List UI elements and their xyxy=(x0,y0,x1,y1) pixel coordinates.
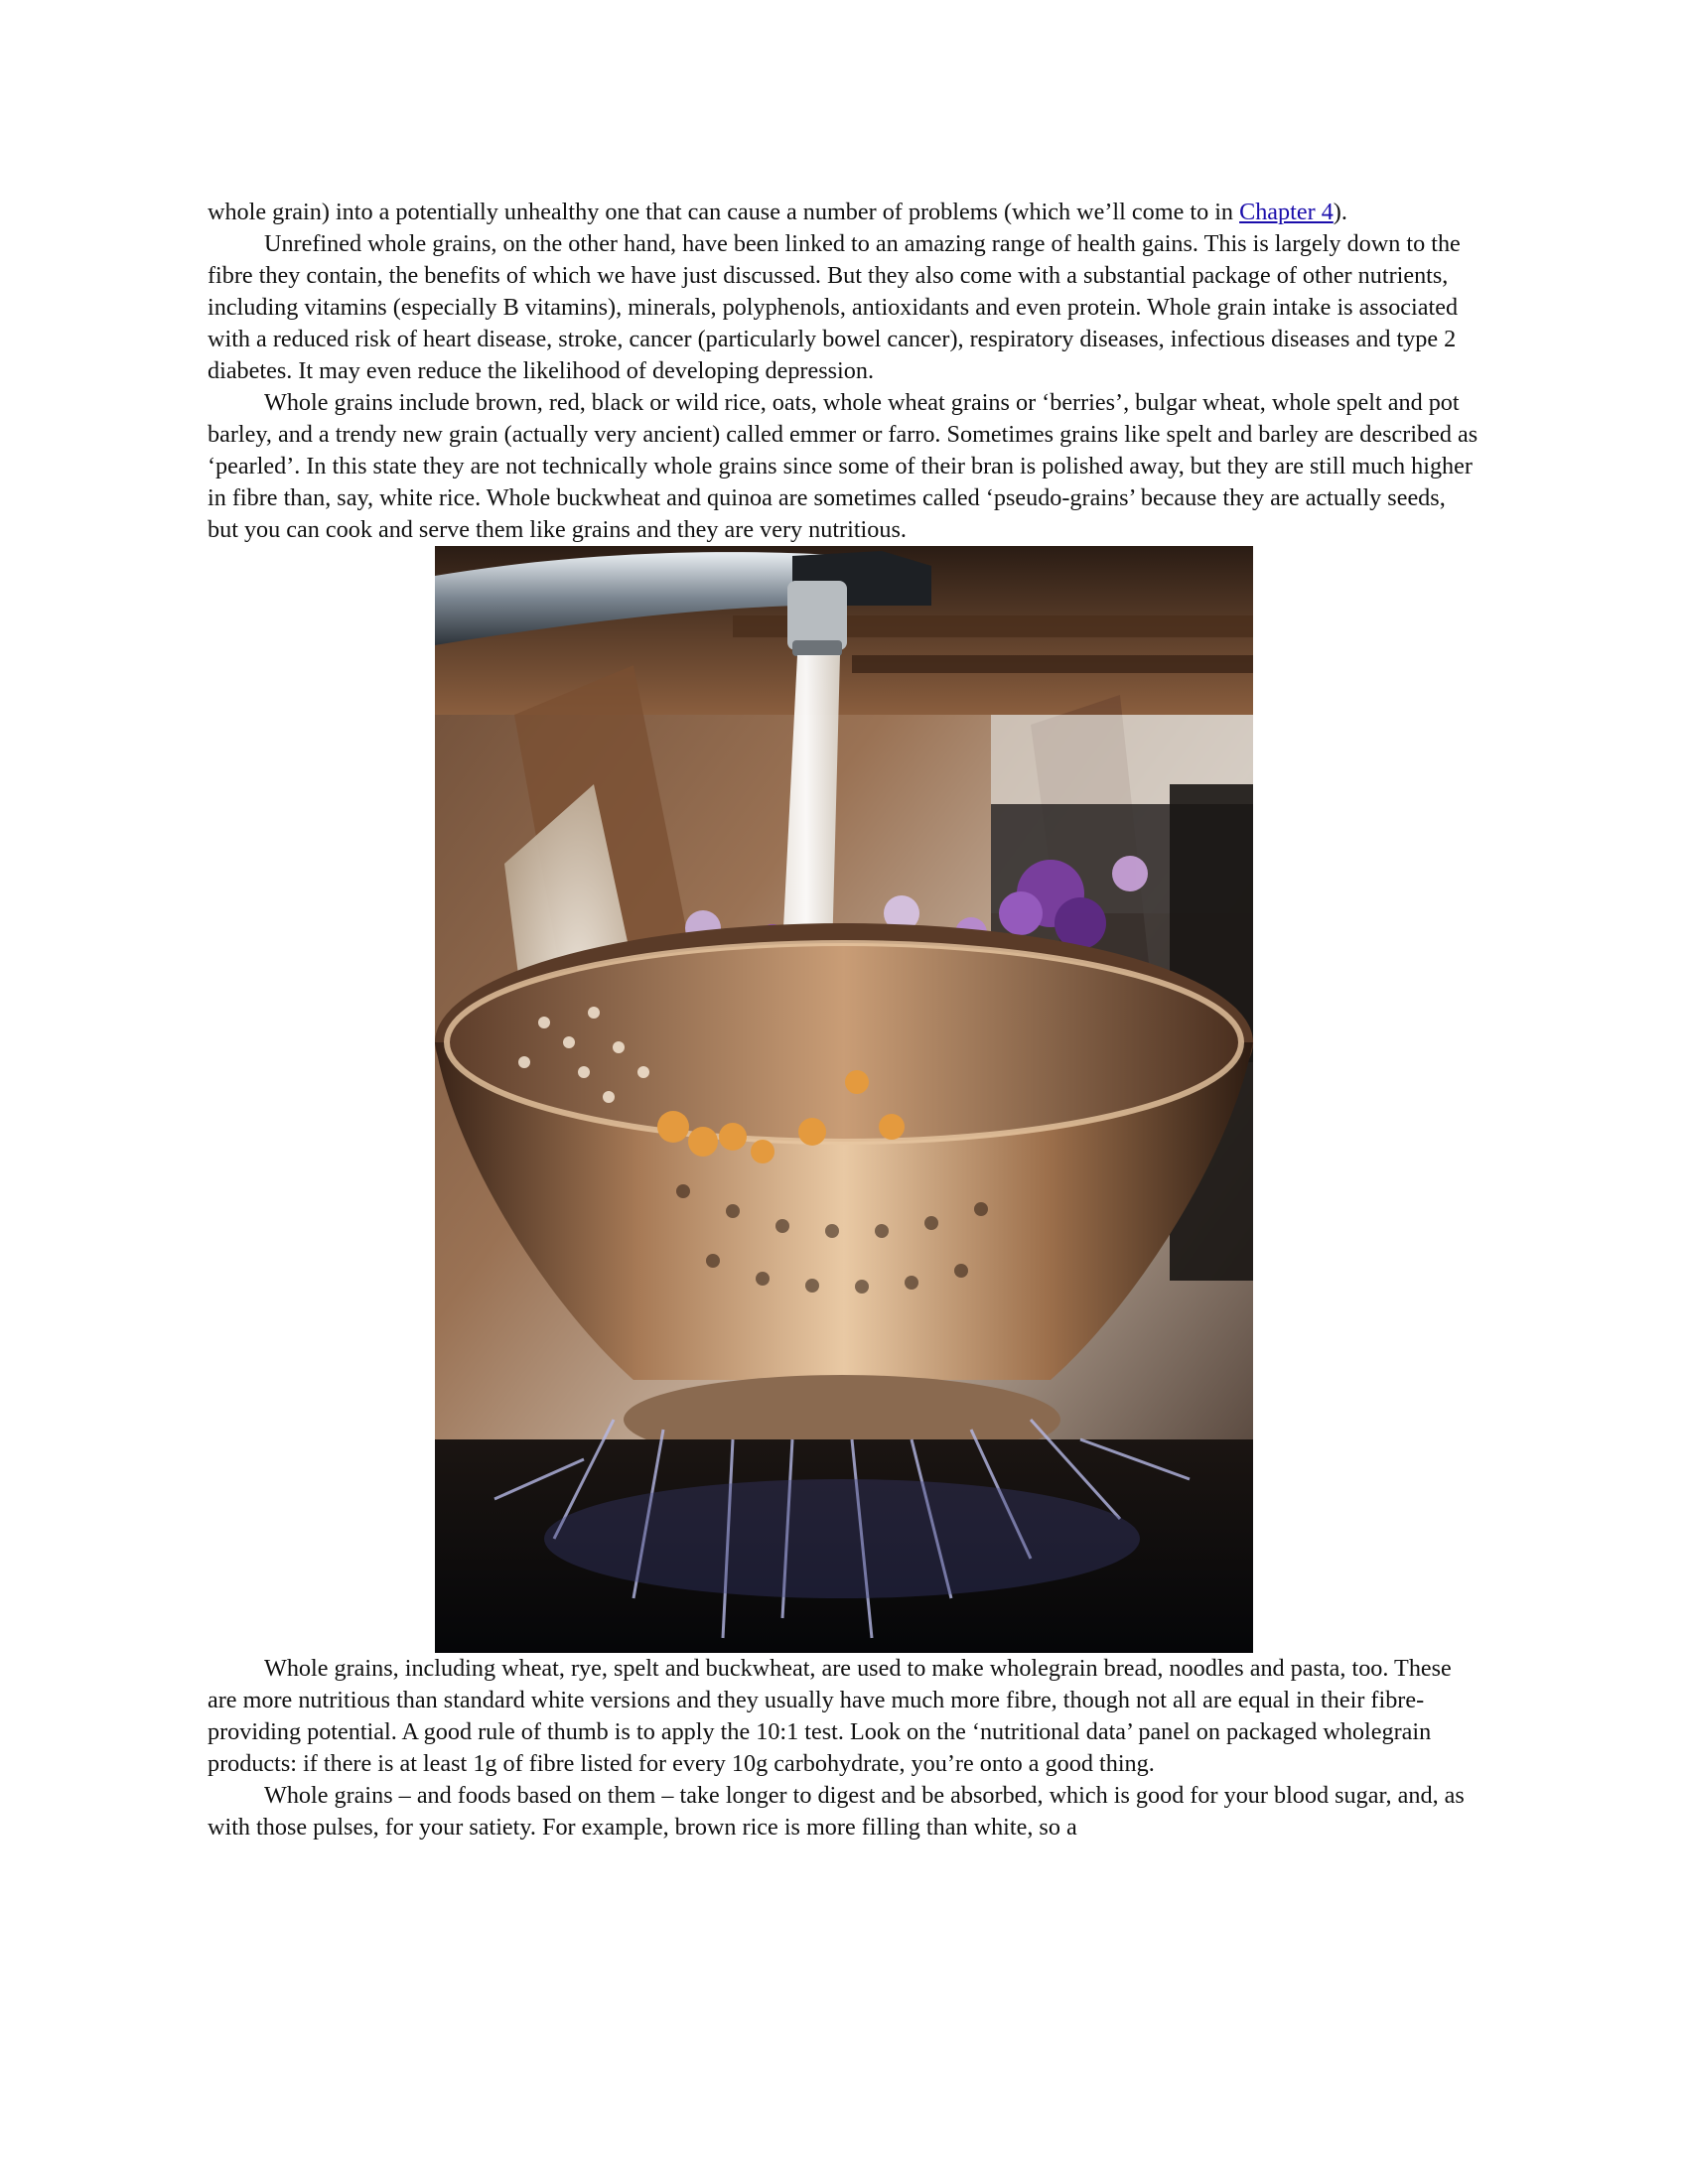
colander-photo-illustration xyxy=(435,546,1253,1653)
paragraph-2: Unrefined whole grains, on the other hand, have been linked to an amazing range of health gains. This is largely down to the fibre they contain, the benefits of which we have just discussed. But they also come with a substantial package of other nutrients, including vitamins (especially B vitamins), minerals, polyphenols, antioxidants and even protein. Whole grain intake is associated with a reduced risk of heart disease, stroke, cancer (particularly bowel cancer), respiratory diseases, infectious diseases and type 2 diabetes. It may even reduce the likelihood of developing depression. xyxy=(208,230,1461,384)
paragraph-3: Whole grains include brown, red, black or wild rice, oats, whole wheat grains or ‘berries’, bulgar wheat, whole spelt and pot barley, and a trendy new grain (actually very ancient) called emmer or farro. Sometimes grains like spelt and barley are described as ‘pearled’. In this state they are not technically whole grains since some of their bran is polished away, but they are still much higher in fibre than, say, white rice. Whole buckwheat and quinoa are sometimes called ‘pseudo-grains’ because they are actually seeds, but you can cook and serve them like grains and they are very nutritious. xyxy=(208,389,1478,543)
paragraph-4: Whole grains, including wheat, rye, spelt and buckwheat, are used to make wholegrain bread, noodles and pasta, too. These are more nutritious than standard white versions and they usually have much more fibre, though not all are equal in their fibre-providing potential. A good rule of thumb is to apply the 10:1 test. Look on the ‘nutritional data’ panel on packaged wholegrain products: if there is at least 1g of fibre listed for every 10g carbohydrate, you’re onto a good thing. xyxy=(208,1655,1452,1777)
paragraph-1-end: ). xyxy=(1333,199,1347,225)
chapter-4-link[interactable]: Chapter 4 xyxy=(1239,199,1334,225)
colander-photo xyxy=(435,546,1253,1653)
document-page xyxy=(208,197,1480,1843)
paragraph-1 xyxy=(208,197,1480,228)
paragraph-1-text: whole grain) into a potentially unhealthy one that can cause a number of problems (which we’ll come to in xyxy=(208,199,1240,225)
paragraph-5: Whole grains – and foods based on them – take longer to digest and be absorbed, which is good for your blood sugar, and, as with those pulses, for your satiety. For example, brown rice is more filling than white, so a xyxy=(208,1782,1465,1841)
